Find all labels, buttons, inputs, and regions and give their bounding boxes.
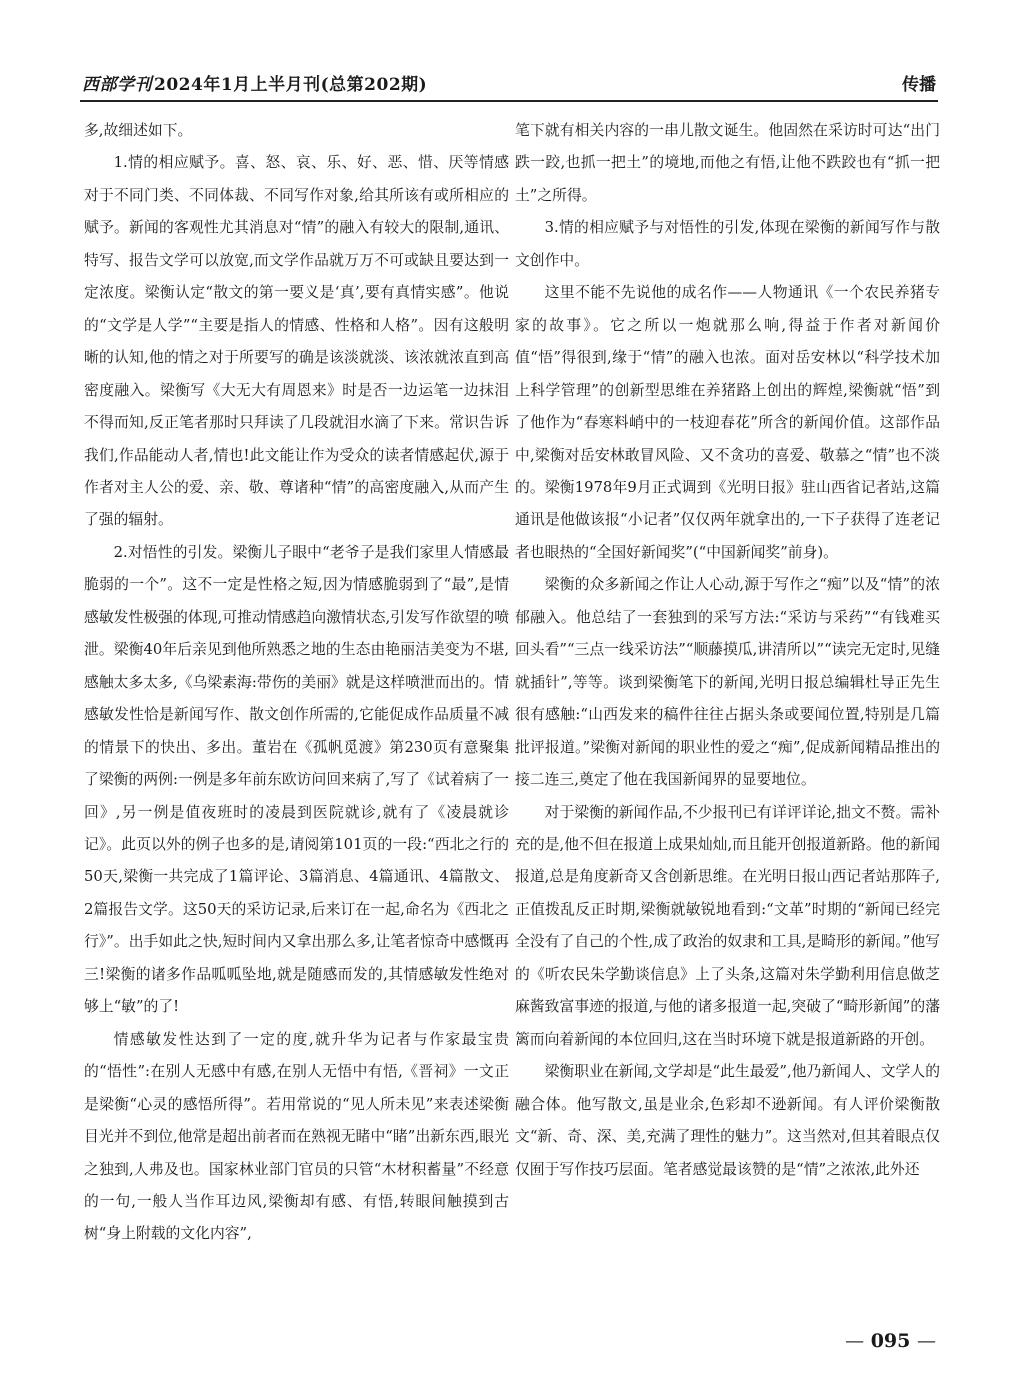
page-footer (845, 1330, 936, 1352)
header-rule (80, 100, 938, 102)
paragraph: 梁衡职业在新闻,文学却是“此生最爱”,他乃新闻人、文学人的融合体。他写散文,虽是业余,色彩却不逊新闻。有人评价梁衡散文“新、奇、深、美,充满了理性的魅力”。这当然对,但其着眼点仅仅囿于写作技巧层面。笔者感觉最该赞的是“情”之浓浓,此外还 (515, 1063, 940, 1178)
journal-title (82, 70, 427, 95)
paragraph: 笔下就有相关内容的一串儿散文诞生。他固然在采访时可达“出门跌一跤,也抓一把土”的境地,而他之有悟,让他不跌跤也有“抓一把土”之所得。 (515, 122, 940, 204)
right-column (515, 115, 940, 1315)
running-header (82, 70, 936, 104)
paragraph: 1.情的相应赋予。喜、怒、哀、乐、好、恶、惜、厌等情感对于不同门类、不同体裁、不同写作对象,给其所该有或所相应的赋予。新闻的客观性尤其消息对“情”的融入有较大的限制,通讯、特写、报告文学可以放宽,而文学作品就万万不可或缺且要达到一定浓度。梁衡认定“散文的第一要义是‘真’,要有真情实感”。他说的“文学是人学”“主要是指人的情感、性格和人格”。因有这般明晰的认知,他的情之对于所要写的确是该淡就淡、该浓就浓直到高密度融入。梁衡写《大无大有周恩来》时是否一边运笔一边抹泪不得而知,反正笔者那时只拜读了几段就泪水滴了下来。常识告诉我们,作品能动人者,情也!此文能让作为受众的读者情感起伏,源于作者对主人公的爱、亲、敬、尊诸种“情”的高密度融入,从而产生了强的辐射。 (84, 154, 509, 529)
paragraph: 梁衡的众多新闻之作让人心动,源于写作之“痴”以及“情”的浓郁融入。他总结了一套独到的采写方法:“采访与采药”“有钱难买回头看”“三点一线采访法”“顺藤摸瓜,讲清所以”“读完无定时,见缝就插针”,等等。谈到梁衡笔下的新闻,光明日报总编辑杜导正先生很有感触:“山西发来的稿件往往占据头条或要闻位置,特别是几篇批评报道。”梁衡对新闻的职业性的爱之“痴”,促成新闻精品推出的接二连三,奠定了他在我国新闻界的显要地位。 (515, 576, 940, 789)
paragraph: 情感敏发性达到了一定的度,就升华为记者与作家最宝贵的“悟性”:在别人无感中有感,在别人无悟中有悟,《晋祠》一文正是梁衡“心灵的感悟所得”。若用常说的“见人所未见”来表述梁衡目光并不到位,他常是超出前者而在熟视无睹中“睹”出新东西,眼光之独到,人弗及也。国家林业部门官员的只管“木材积蓄量”不经意的一句,一般人当作耳边风,梁衡却有感、有悟,转眼间触摸到古树“身上附载的文化内容”, (84, 1030, 509, 1243)
footer-dash-right: — (917, 1330, 936, 1352)
section-label: 传播 (902, 75, 936, 95)
left-column (84, 115, 509, 1315)
paragraph: 这里不能不先说他的成名作——人物通讯《一个农民养猪专家的故事》。它之所以一炮就那么响,得益于作者对新闻价值“悟”得很到,缘于“情”的融入也浓。面对岳安林以“科学技术加上科学管理”的创新型思维在养猪路上创出的辉煌,梁衡就“悟”到了他作为“春寒料峭中的一枝迎春花”所含的新闻价值。这部作品中,梁衡对岳安林敢冒风险、又不贪功的喜爱、敬慕之“情”也不淡的。梁衡1978年9月正式调到《光明日报》驻山西省记者站,这篇通讯是他做该报“小记者”仅仅两年就拿出的,一下子获得了连老记者也眼热的“全国好新闻奖”(“中国新闻奖”前身)。 (515, 284, 940, 561)
paragraph: 多,故细述如下。 (84, 122, 193, 139)
paragraph: 对于梁衡的新闻作品,不少报刊已有详评详论,拙文不赘。需补充的是,他不但在报道上成果灿灿,而且能开创报道新路。他的新闻报道,总是角度新奇又含创新思维。在光明日报山西记者站那阵子,正值拨乱反正时期,梁衡就敏锐地看到:“文革”时期的“新闻已经完全没有了自己的个性,成了政治的奴隶和工具,是畸形的新闻。”他写的《听农民朱学勤谈信息》上了头条,这篇对朱学勤利用信息做芝麻酱致富事迹的报道,与他的诸多报道一起,突破了“畸形新闻”的藩篱而向着新闻的本位回归,这在当时环境下就是报道新路的开创。 (515, 803, 940, 1048)
issue-info: 2024年1月上半月刊(总第202期) (154, 75, 428, 95)
footer-dash-left: — (845, 1330, 865, 1352)
journal-logo: 西部学刊 (82, 75, 152, 95)
paragraph: 2.对悟性的引发。梁衡儿子眼中“老爷子是我们家里人情感最脆弱的一个”。这不一定是性格之短,因为情感脆弱到了“最”,是情感敏发性极强的体现,可推动情感趋向激情状态,引发写作欲望的喷泄。梁衡40年后亲见到他所熟悉之地的生态由艳丽洁美变为不堪,感触太多太多,《乌梁素海:带伤的美丽》就是这样喷泄而出的。情感敏发性恰是新闻写作、散文创作所需的,它能促成作品质量不减的情景下的快出、多出。董岩在《孤帆觅渡》第230页有意聚集了梁衡的两例:一例是多年前东欧访问回来病了,写了《试着病了一回》,另一例是值夜班时的凌晨到医院就诊,就有了《凌晨就诊记》。此页以外的例子也多的是,请阅第101页的一段:“西北之行的50天,梁衡一共完成了1篇评论、3篇消息、4篇通讯、4篇散文、2篇报告文学。这50天的采访记录,后来订在一起,命名为《西北之行》”。出手如此之快,短时间内又拿出那么多,让笔者惊奇中感慨再三!梁衡的诸多作品呱呱坠地,就是随感而发的,其情感敏发性绝对够上“敏”的了! (84, 543, 509, 1016)
page-number: 095 (870, 1330, 911, 1352)
paragraph: 3.情的相应赋予与对悟性的引发,体现在梁衡的新闻写作与散文创作中。 (515, 219, 940, 269)
